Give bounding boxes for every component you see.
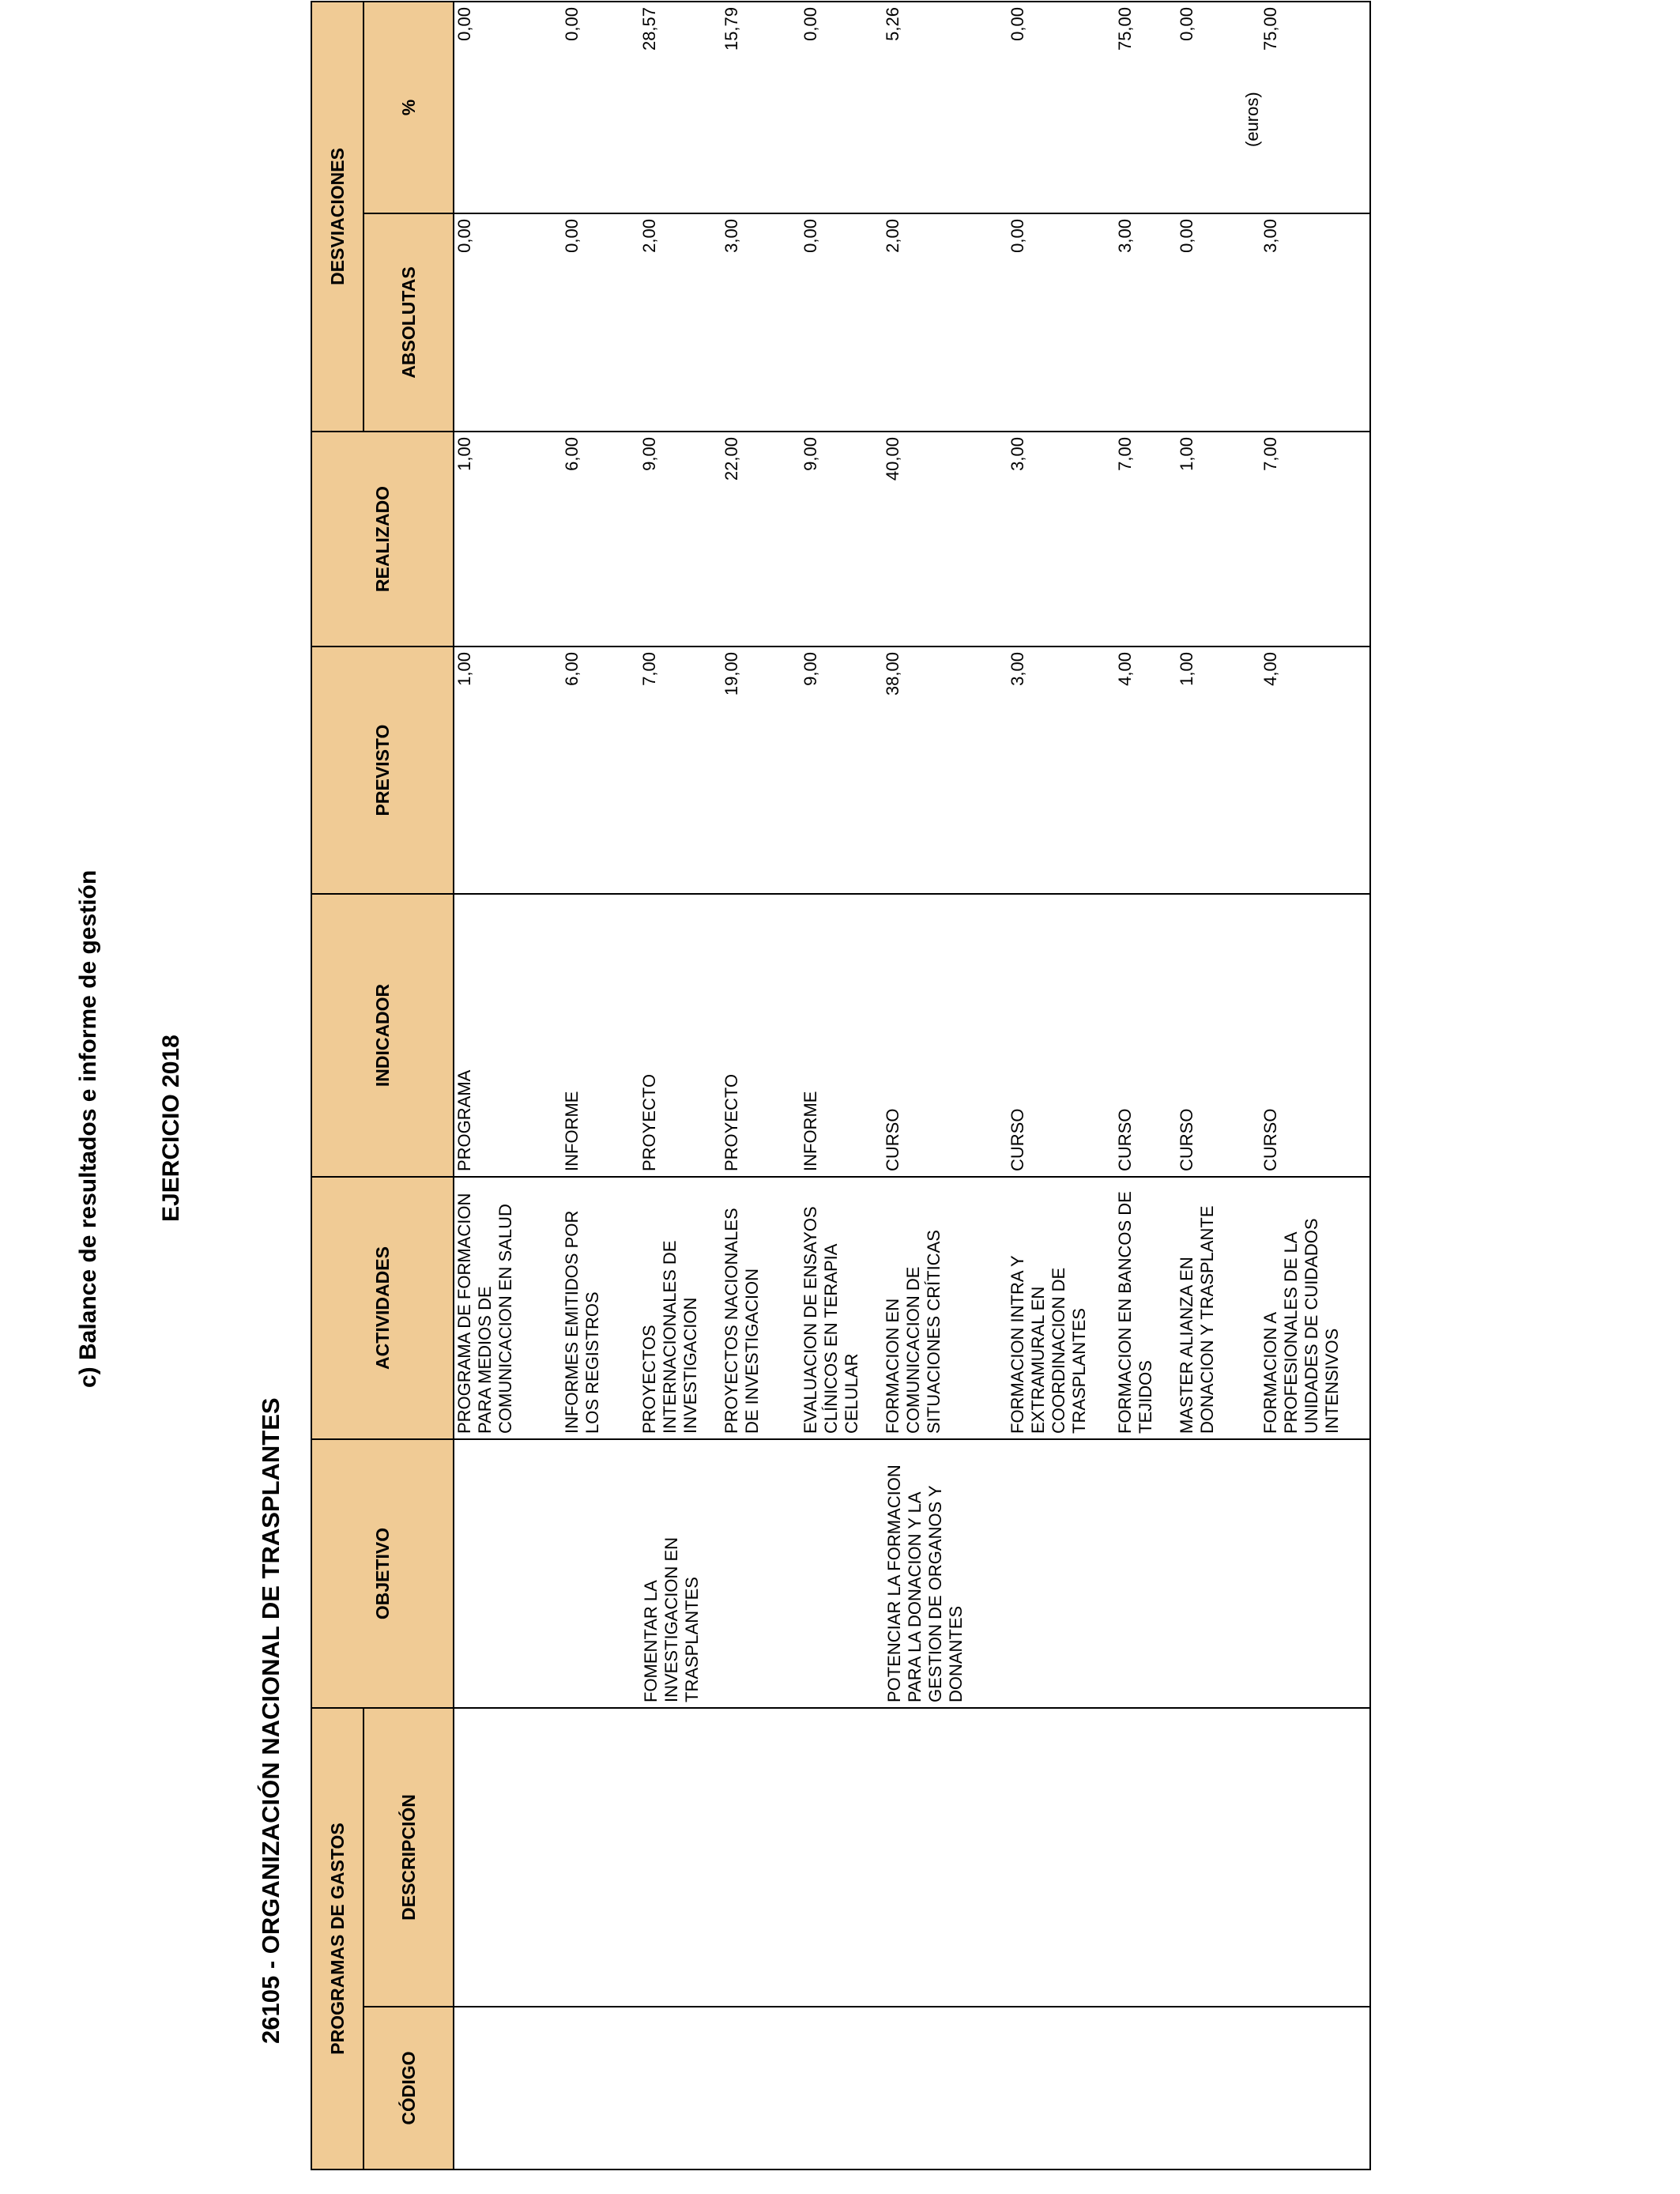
realizado-value: 22,00 [721,437,741,481]
absolutas-value: 0,00 [562,219,582,253]
col-pct: % [363,2,454,213]
pct-value: 0,00 [1008,6,1027,41]
indicador-cell [454,894,1370,1177]
previsto-cell [454,647,1370,894]
col-realizado: REALIZADO [311,432,454,647]
pct-value: 0,00 [1177,6,1196,41]
previsto-value: 7,00 [639,652,659,686]
realizado-value: 6,00 [562,437,582,471]
objetivo-cell [454,1439,1370,1708]
actividad-item: FORMACION EN BANCOS DE TEJIDOS [1115,1191,1155,1434]
indicador-item: CURSO [1115,1108,1135,1171]
absolutas-value: 3,00 [1115,219,1135,253]
previsto-value: 4,00 [1115,652,1135,686]
col-descripcion: DESCRIPCIÓN [363,1708,454,2007]
realizado-value: 1,00 [1177,437,1196,471]
actividades-cell [454,1177,1370,1439]
pct-value: 75,00 [1260,6,1280,51]
group-header-programas: PROGRAMAS DE GASTOS [311,1708,363,2169]
indicador-item: CURSO [883,1108,902,1171]
absolutas-value: 2,00 [639,219,659,253]
realizado-value: 7,00 [1260,437,1280,471]
section-title: c) Balance de resultados e informe de gestión [75,869,101,1388]
actividad-item: FORMACION INTRA Y EXTRAMURAL EN COORDINACION DE TRASPLANTES [1008,1255,1089,1434]
actividad-item: MASTER ALIANZA EN DONACION Y TRASPLANTE [1177,1205,1217,1434]
results-table [311,1,1371,2170]
previsto-value: 1,00 [454,652,474,686]
indicador-item: PROGRAMA [454,1069,474,1171]
indicador-item: CURSO [1008,1108,1027,1171]
absolutas-value: 3,00 [721,219,741,253]
actividad-item: EVALUACION DE ENSAYOS CLÍNICOS EN TERAPIA CELULAR [800,1206,861,1434]
pct-cell [454,2,1370,213]
pct-value: 75,00 [1115,6,1135,51]
pct-value: 5,26 [883,6,902,41]
actividad-item: PROYECTOS NACIONALES DE INVESTIGACION [721,1208,762,1434]
previsto-value: 6,00 [562,652,582,686]
pct-value: 0,00 [454,6,474,41]
previsto-value: 4,00 [1260,652,1280,686]
realizado-value: 7,00 [1115,437,1135,471]
realizado-value: 9,00 [639,437,659,471]
actividad-item: PROYECTOS INTERNACIONALES DE INVESTIGACION [639,1240,700,1434]
absolutas-cell [454,213,1370,432]
realizado-value: 9,00 [800,437,820,471]
objetivo-text: POTENCIAR LA FORMACION PARA LA DONACION Y LA GESTION DE ORGANOS Y DONANTES [884,1465,966,1702]
absolutas-value: 0,00 [1177,219,1196,253]
objetivo-text: FOMENTAR LA INVESTIGACION EN TRASPLANTES [641,1536,702,1702]
absolutas-value: 0,00 [454,219,474,253]
col-objetivo: OBJETIVO [311,1439,454,1708]
previsto-value: 1,00 [1177,652,1196,686]
actividad-item: FORMACION EN COMUNICACION DE SITUACIONES CRÍTICAS [883,1230,944,1434]
previsto-value: 19,00 [721,652,741,696]
realizado-value: 1,00 [454,437,474,471]
indicador-item: PROYECTO [639,1073,659,1171]
previsto-value: 3,00 [1008,652,1027,686]
absolutas-value: 2,00 [883,219,902,253]
actividad-item: PROGRAMA DE FORMACION PARA MEDIOS DE COMUNICACION EN SALUD [454,1193,515,1434]
actividad-item: FORMACION A PROFESIONALES DE LA UNIDADES DE CUIDADOS INTENSIVOS [1260,1218,1342,1434]
indicador-item: CURSO [1260,1108,1280,1171]
col-previsto: PREVISTO [311,647,454,894]
col-absolutas: ABSOLUTAS [363,213,454,432]
realizado-value: 3,00 [1008,437,1027,471]
col-actividades: ACTIVIDADES [311,1177,454,1439]
absolutas-value: 0,00 [1008,219,1027,253]
actividad-item: INFORMES EMITIDOS POR LOS REGISTROS [562,1210,602,1434]
indicador-item: INFORME [562,1091,582,1171]
previsto-value: 9,00 [800,652,820,686]
indicador-item: INFORME [800,1091,820,1171]
indicador-item: PROYECTO [721,1073,741,1171]
realizado-value: 40,00 [883,437,902,481]
pct-value: 15,79 [721,6,741,51]
currency-note: (euros) [1242,92,1262,147]
exercise-title: EJERCICIO 2018 [158,1035,184,1222]
absolutas-value: 0,00 [800,219,820,253]
col-codigo: CÓDIGO [363,2007,454,2169]
pct-value: 0,00 [562,6,582,41]
organization-title: 26105 - ORGANIZACIÓN NACIONAL DE TRASPLANTES [257,1397,284,2044]
col-indicador: INDICADOR [311,894,454,1177]
indicador-item: CURSO [1177,1108,1196,1171]
codigo-cell [454,2007,1370,2169]
pct-value: 28,57 [639,6,659,51]
group-header-desviaciones: DESVIACIONES [311,2,363,432]
previsto-value: 38,00 [883,652,902,696]
pct-value: 0,00 [800,6,820,41]
absolutas-value: 3,00 [1260,219,1280,253]
realizado-cell [454,432,1370,647]
descripcion-cell [454,1708,1370,2007]
